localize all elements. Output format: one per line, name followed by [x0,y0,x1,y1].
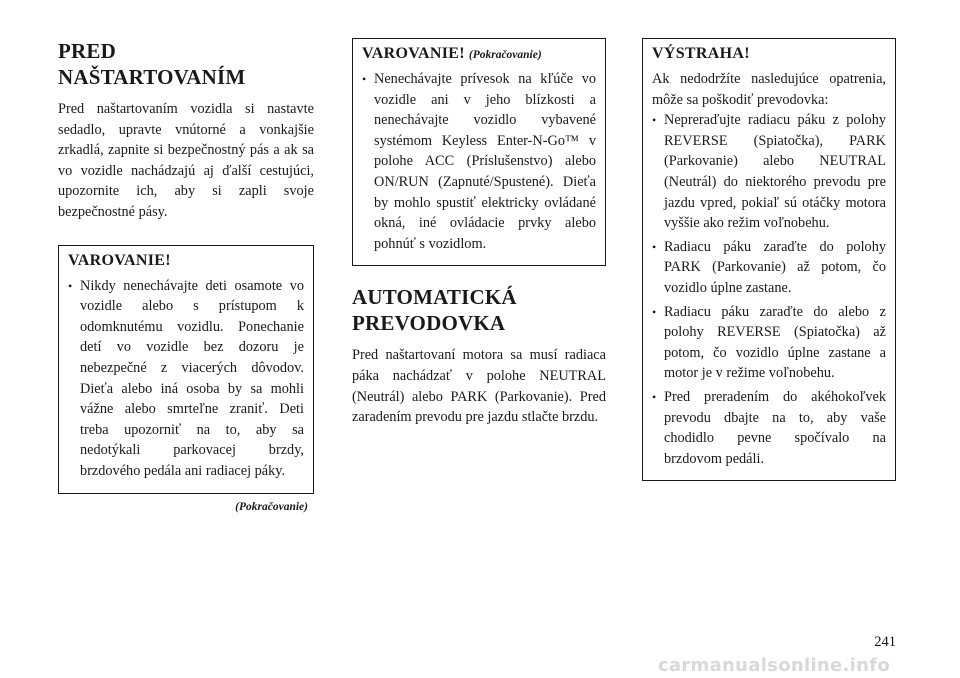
site-watermark: carmanualsonline.info [588,652,960,678]
page-number: 241 [874,634,896,650]
left-column [58,38,314,513]
warning-item: • Nenechávajte prívesok na kľúče vo vozidle ani v jeho blízkosti a nenechávajte vozidlo vybavené systémom Keyless Enter-N-Go™ v polohe ACC (Príslušenstvo) alebo ON/RUN (Zapnuté/Spustené). Dieťa by mohlo spustiť elektricky ovládané okná, iné ovládacie prvky alebo pohnúť s vozidlom. [362,69,596,254]
middle-column [352,38,606,428]
heading-line-2: PREVODOVKA [352,311,506,336]
heading-line-2: NAŠTARTOVANÍM [58,65,246,89]
continued-note: (Pokračovanie) [235,500,308,513]
caution-title: VÝSTRAHA! [652,45,750,62]
warning-title: VAROVANIE! [362,45,465,62]
caution-item: • Pred preradením do akéhokoľvek prevodu dbajte na to, aby vaše chodidlo pevne spočívalo na brzdovom pedáli. [652,387,886,469]
section-heading-pred-nastartovanim [58,38,314,90]
warning-title: VAROVANIE! [68,251,171,269]
caution-box-transmission [642,38,896,481]
caution-item: • Radiacu páku zaraďte do polohy PARK (Parkovanie) až potom, čo vozidlo úplne zastane. [652,237,886,299]
heading-line-1: PRED [58,39,116,63]
transmission-paragraph: Pred naštartovaní motora sa musí radiaca páka nachádzať v polohe NEUTRAL (Neutrál) alebo PARK (Parkovanie). Pred zaradením prevodu pre jazdu stlačte brzdu. [352,347,606,426]
caution-intro: Ak nedodržíte nasledujúce opatrenia, môže sa poškodiť prevodovka: [652,71,886,108]
section-heading-automaticka-prevodovka [352,284,606,336]
caution-item: • Nepreraďujte radiacu páku z polohy REVERSE (Spiatočka), PARK (Parkovanie) alebo NEUTRAL (Neutrál) do niektorého prevodu pre jazdu vpred, pokiaľ sú otáčky motora vyššie ako režim voľnobehu. [652,110,886,234]
warning-box-children [58,245,314,494]
warning-title-continued [362,45,596,63]
heading-line-1: AUTOMATICKÁ [352,285,517,310]
caution-list [652,110,886,469]
intro-paragraph: Pred naštartovaním vozidla si nastavte sedadlo, upravte vnútorné a vonkajšie zrkadlá, zapnite si bezpečnostný pás a ak sa vo vozidle nachádzajú aj ďalší cestujúci, upozornite ich, aby si zapli svoje bezpečnostné pásy. [58,101,314,220]
warning-list [362,69,596,254]
right-column [642,38,896,481]
warning-box-keyfob [352,38,606,266]
continued-label: (Pokračovanie) [468,49,542,61]
warning-list [68,276,304,482]
caution-item: • Radiacu páku zaraďte do alebo z polohy REVERSE (Spiatočka) až potom, čo vozidlo úplne zastane a motor je v režime voľnobehu. [652,302,886,384]
warning-item: • Nikdy nenechávajte deti osamote vo vozidle alebo s prístupom k odomknutému vozidlu. Ponechanie detí vo vozidle bez dozoru je nebezpečné z viacerých dôvodov. Dieťa alebo iná osoba by sa mohli vážne alebo smrteľne zraniť. Deti treba upozorniť na to, aby sa nedotýkali parkovacej brzdy, brzdového pedála ani radiacej páky. [68,276,304,482]
